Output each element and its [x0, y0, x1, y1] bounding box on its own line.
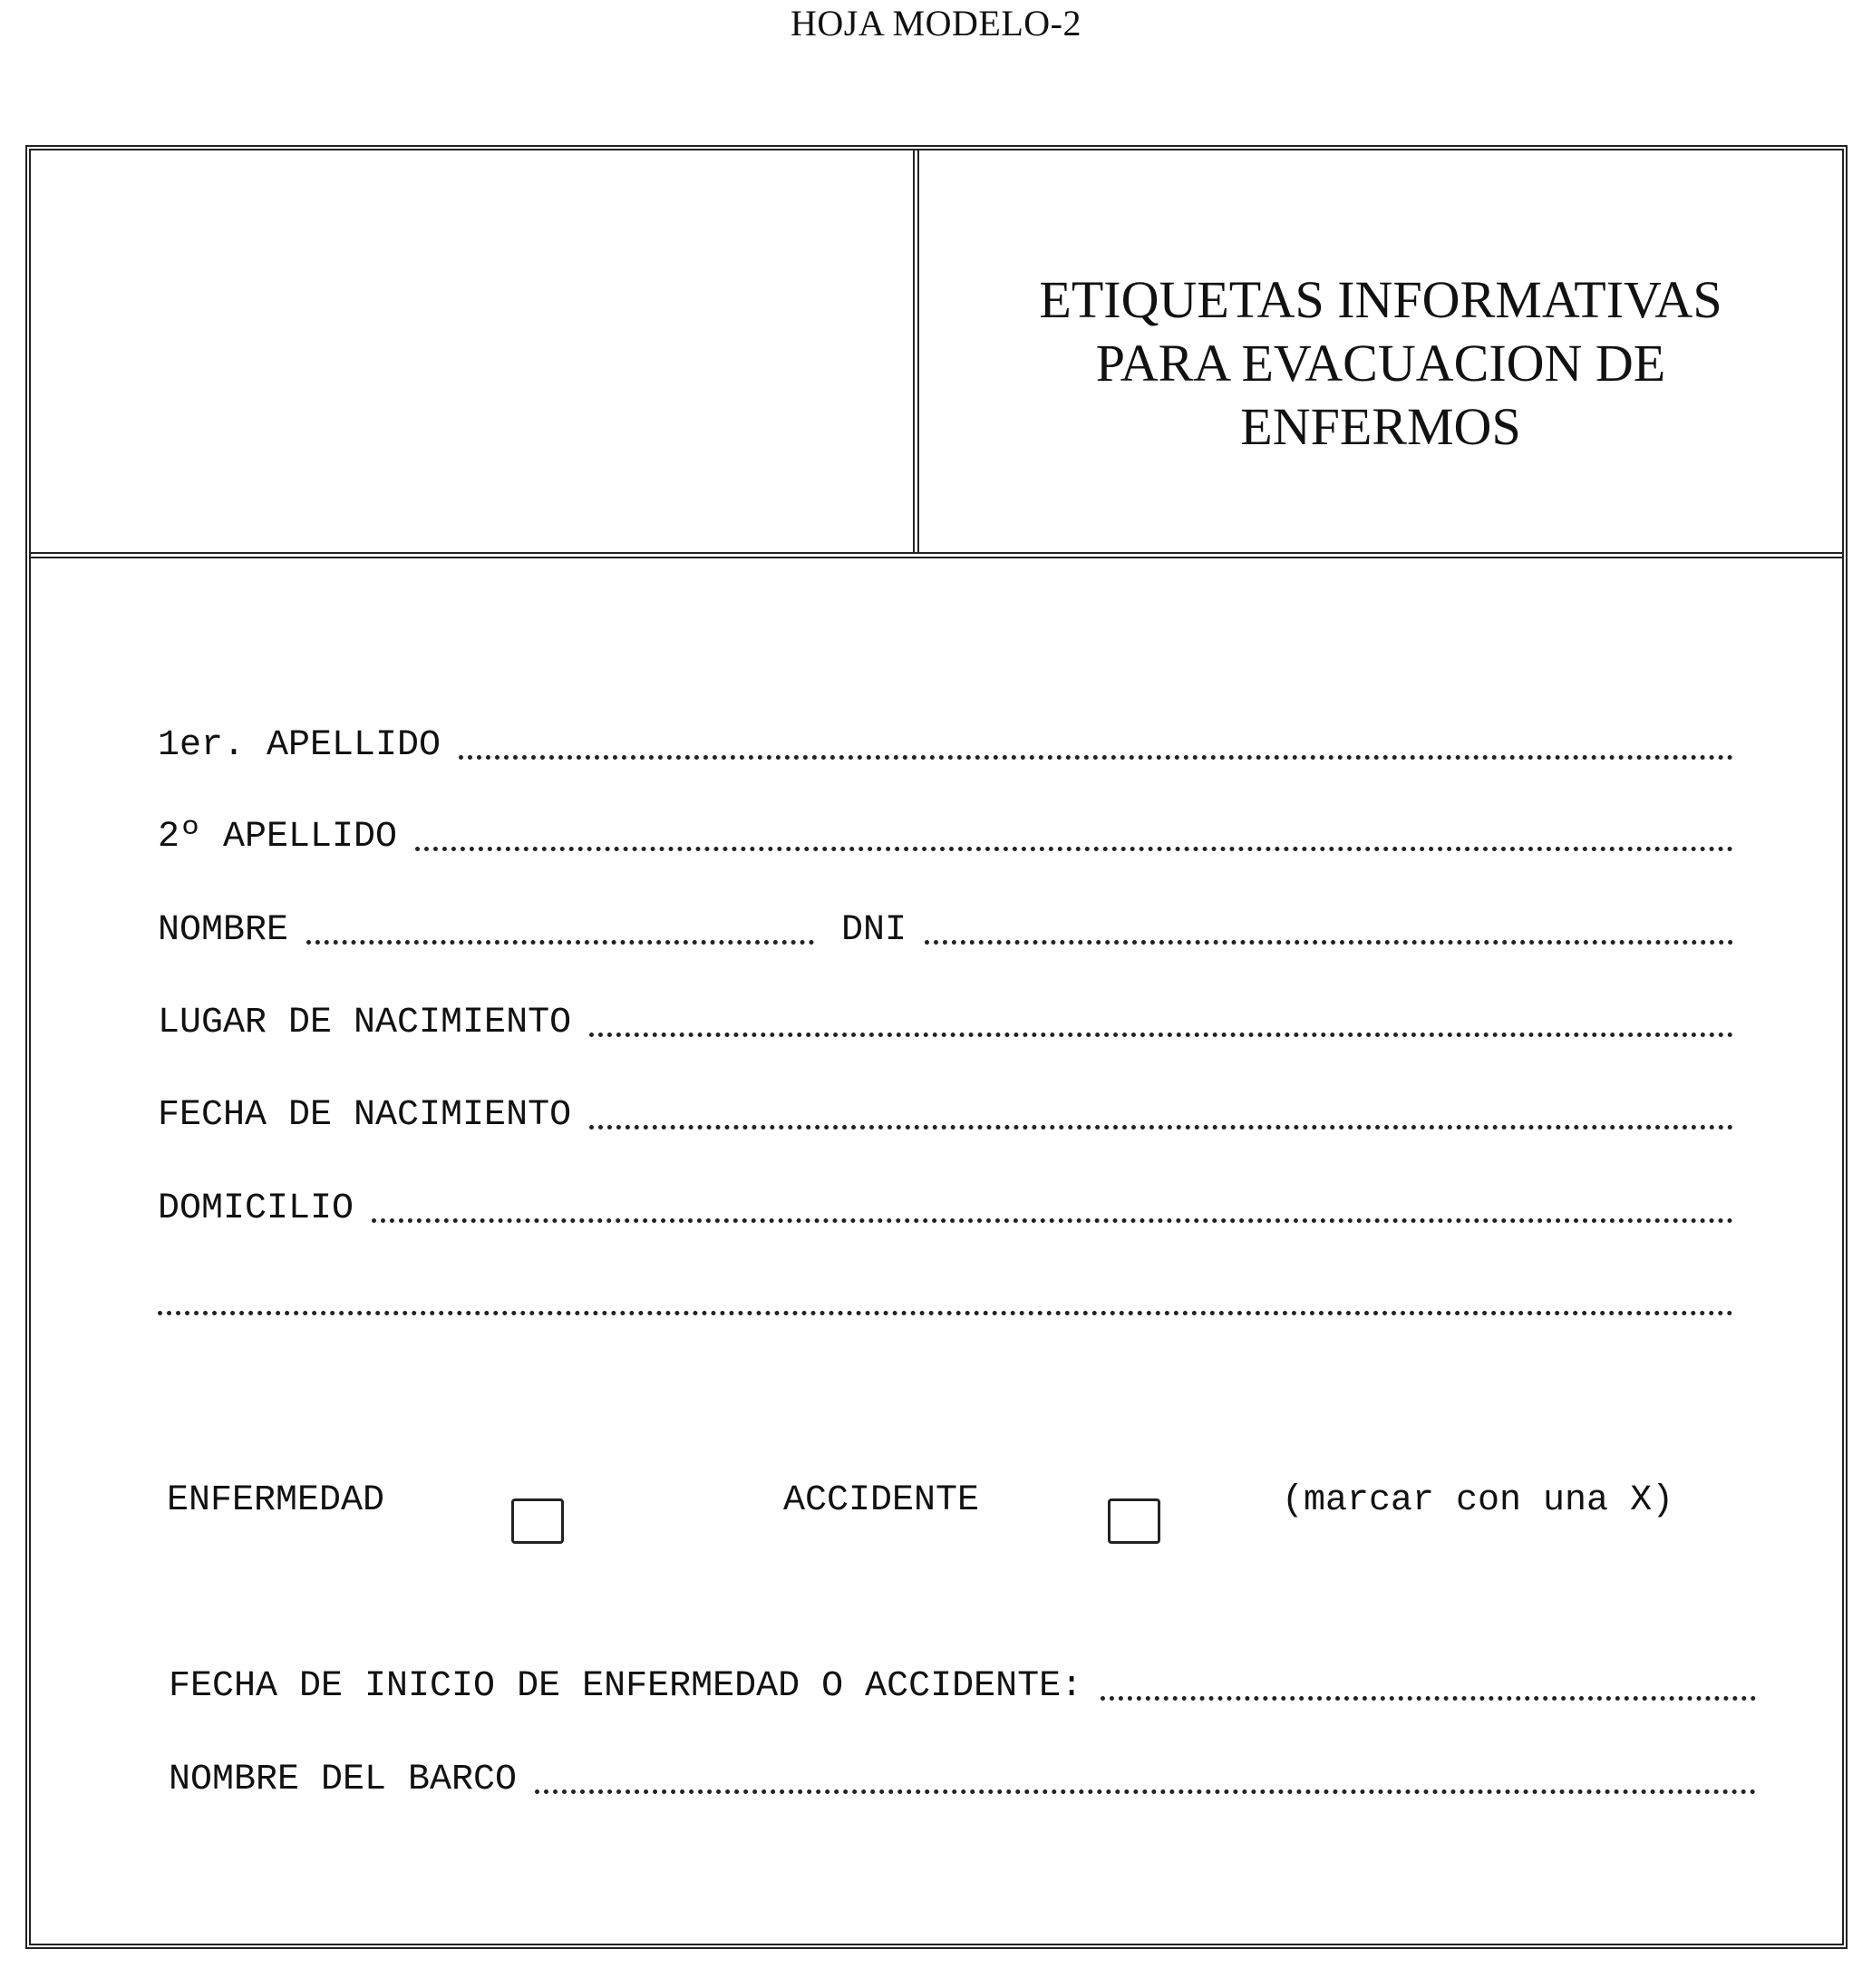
mark-hint: (marcar con una X): [1282, 1480, 1674, 1521]
name-label: NOMBRE: [158, 910, 289, 951]
ship-name-field: [169, 1758, 1756, 1803]
first-surname-input-line[interactable]: [459, 755, 1733, 760]
name-input-line[interactable]: [306, 940, 814, 945]
first-surname-label: 1er. APELLIDO: [158, 725, 441, 766]
ship-name-input-line[interactable]: [535, 1789, 1756, 1794]
illness-label: ENFERMEDAD: [167, 1480, 385, 1521]
start-date-input-line[interactable]: [1101, 1696, 1756, 1701]
label-title-line-1: ETIQUETAS INFORMATIVAS: [1039, 270, 1722, 329]
second-surname-input-line[interactable]: [415, 847, 1733, 851]
address-continuation-input-line[interactable]: [158, 1311, 1733, 1315]
ship-name-label: NOMBRE DEL BARCO: [169, 1760, 518, 1800]
first-surname-field: [158, 723, 1733, 769]
label-title: [1039, 268, 1722, 459]
birthdate-field: [158, 1093, 1733, 1139]
birthplace-field: [158, 1001, 1733, 1046]
name-dni-field: [158, 908, 1733, 954]
dni-label: DNI: [841, 910, 907, 951]
case-type-row: [167, 1479, 1733, 1542]
address-field: [158, 1187, 1733, 1232]
label-title-line-2: PARA EVACUACION DE: [1095, 334, 1666, 393]
title-header-cell: [919, 150, 1842, 552]
accident-label: ACCIDENTE: [783, 1480, 980, 1521]
label-title-line-3: ENFERMOS: [1240, 397, 1521, 456]
address-input-line[interactable]: [372, 1218, 1733, 1223]
illness-checkbox[interactable]: [511, 1498, 564, 1544]
start-date-label: FECHA DE INICIO DE ENFERMEDAD O ACCIDENTE:: [169, 1666, 1083, 1707]
address-continuation-field: [158, 1279, 1733, 1324]
birthplace-label: LUGAR DE NACIMIENTO: [158, 1003, 572, 1043]
page-title: HOJA MODELO-2: [791, 3, 1081, 44]
second-surname-field: [158, 815, 1733, 860]
accident-checkbox[interactable]: [1108, 1498, 1160, 1544]
address-label: DOMICILIO: [158, 1188, 354, 1229]
birthplace-input-line[interactable]: [589, 1033, 1733, 1037]
start-date-field: [169, 1664, 1756, 1710]
dni-input-line[interactable]: [925, 940, 1733, 945]
blank-header-cell: [31, 150, 919, 552]
form-area: [31, 558, 1842, 1945]
second-surname-label: 2º APELLIDO: [158, 817, 398, 858]
header-row: [31, 150, 1842, 558]
evacuation-label-form: [25, 145, 1848, 1949]
birthdate-label: FECHA DE NACIMIENTO: [158, 1095, 572, 1136]
birthdate-input-line[interactable]: [589, 1125, 1733, 1130]
